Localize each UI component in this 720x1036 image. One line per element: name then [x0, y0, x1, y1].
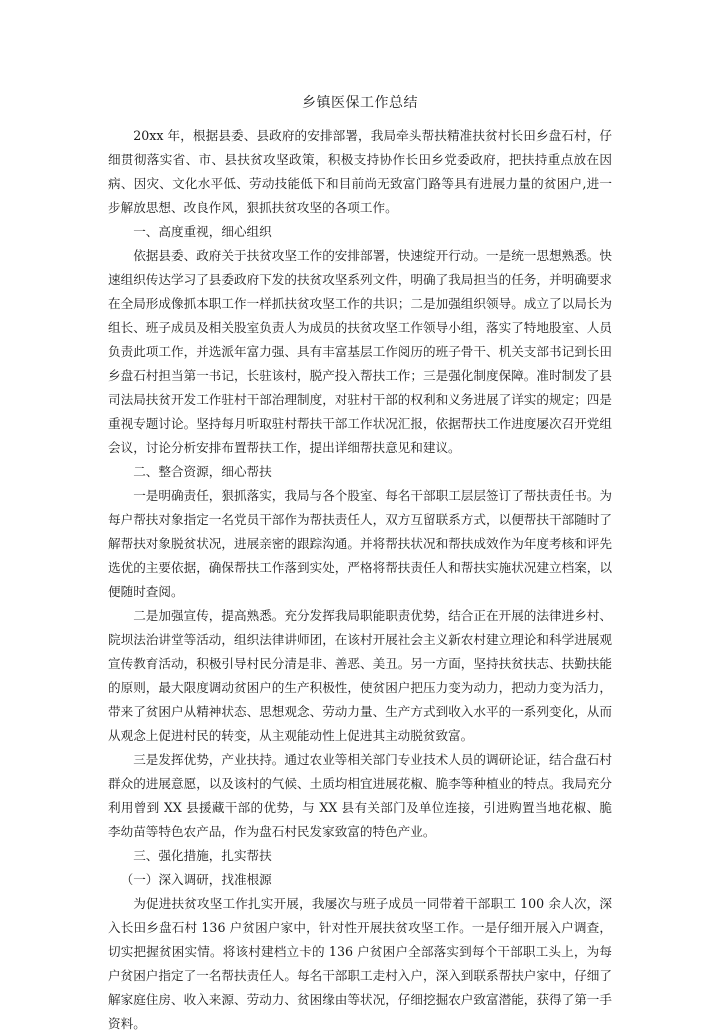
section-1-paragraph: 依据县委、政府关于扶贫攻坚工作的安排部署，快速绽开行动。一是统一思想熟悉。快速组织传达学习了县委政府下发的扶贫攻坚系列文件，明确了我局担当的任务，并明确要求在全局形成像抓本职工作一样抓扶贫攻坚工作的共识；二是加强组织领导。成立了以局长为组长、班子成员及相关股室负责人为成员的扶贫攻坚工作领导小组，落实了特地股室、人员负责此项工作，并选派年富力强、具有丰富基层工作阅历的班子骨干、机关支部书记到长田乡盘石村担当第一书记，长驻该村，脱产投入帮扶工作；三是强化制度保障。准时制发了县司法局扶贫开发工作驻村干部治理制度，对驻村干部的权利和义务进展了详实的规定；四是重视专题讨论。坚持每月听取驻村帮扶干部工作状况汇报，依据帮扶工作进度屡次召开党组会议，讨论分析安排布置帮扶工作，提出详细帮扶意见和建议。: [108, 248, 612, 455]
section-heading-3: 三、强化措施，扎实帮扶: [133, 848, 272, 863]
subsection-heading-1: （一）深入调研，找准根源: [120, 872, 272, 887]
document-title: 乡镇医保工作总结: [302, 95, 418, 111]
intro-paragraph: 20xx 年，根据县委、县政府的安排部署，我局牵头帮扶精准扶贫村长田乡盘石村，仔细贯彻落实省、市、县扶贫攻坚政策，积极支持协作长田乡党委政府，把扶持重点放在因病、因灾、文化水平低、劳动技能低下和目前尚无致富门路等具有进展力量的贫困户,进一步解放思想、改良作风，狠抓扶贫攻坚的各项工作。: [108, 128, 612, 215]
document-body: [108, 124, 612, 1036]
section-2-paragraph-1: 一是明确责任，狠抓落实，我局与各个股室、每名干部职工层层签订了帮扶责任书。为每户帮扶对象指定一名党员干部作为帮扶责任人，双方互留联系方式，以便帮扶干部随时了解帮扶对象脱贫状况，进展亲密的跟踪沟通。并将帮扶状况和帮扶成效作为年度考核和评先选优的主要依据，确保帮扶工作落到实处，严格将帮扶责任人和帮扶实施状况建立档案，以便随时查阅。: [108, 488, 612, 599]
section-2-paragraph-3: 三是发挥优势，产业扶持。通过农业等相关部门专业技术人员的调研论证，结合盘石村群众的进展意愿，以及该村的气候、土质均相宜进展花椒、脆李等种植业的特点。我局充分利用曾到 XX 县援藏干部的优势，与 XX 县有关部门及单位连接，引进购置当地花椒、脆李幼苗等特色农产品，作为盘石村民发家致富的特色产业。: [108, 752, 612, 839]
section-heading-1: 一、高度重视，细心组织: [133, 224, 272, 239]
subsection-1-paragraph: 为促进扶贫攻坚工作扎实开展，我屡次与班子成员一同带着干部职工 100 余人次，深入长田乡盘石村 136 户贫困户家中，针对性开展扶贫攻坚工作。一是仔细开展入户调查，切实把握贫困实情。将该村建档立卡的 136 户贫困户全部落实到每个干部职工头上，为每户贫困户指定了一名帮扶责任人。每名干部职工走村入户，深入到联系帮扶户家中，仔细了解家庭住房、收入来源、劳动力、贫困缘由等状况，仔细挖掘农户致富潜能，获得了第一手资料。: [108, 896, 612, 1031]
section-2-paragraph-2: 二是加强宣传，提高熟悉。充分发挥我局职能职责优势，结合正在开展的法律进乡村、院坝法治讲堂等活动，组织法律讲师团，在该村开展社会主义新农村建立理论和科学进展观宣传教育活动，积极引导村民分清是非、善恶、美丑。另一方面，坚持扶贫扶志、扶勤扶能的原则，最大限度调动贫困户的生产积极性，使贫困户把压力变为动力，把动力变为活力，带来了贫困户从精神状态、思想观念、劳动力量、生产方式到收入水平的一系列变化，从而从观念上促进村民的转变，从主观能动性上促进其主动脱贫致富。: [108, 608, 612, 743]
section-heading-2: 二、整合资源，细心帮扶: [133, 464, 272, 479]
